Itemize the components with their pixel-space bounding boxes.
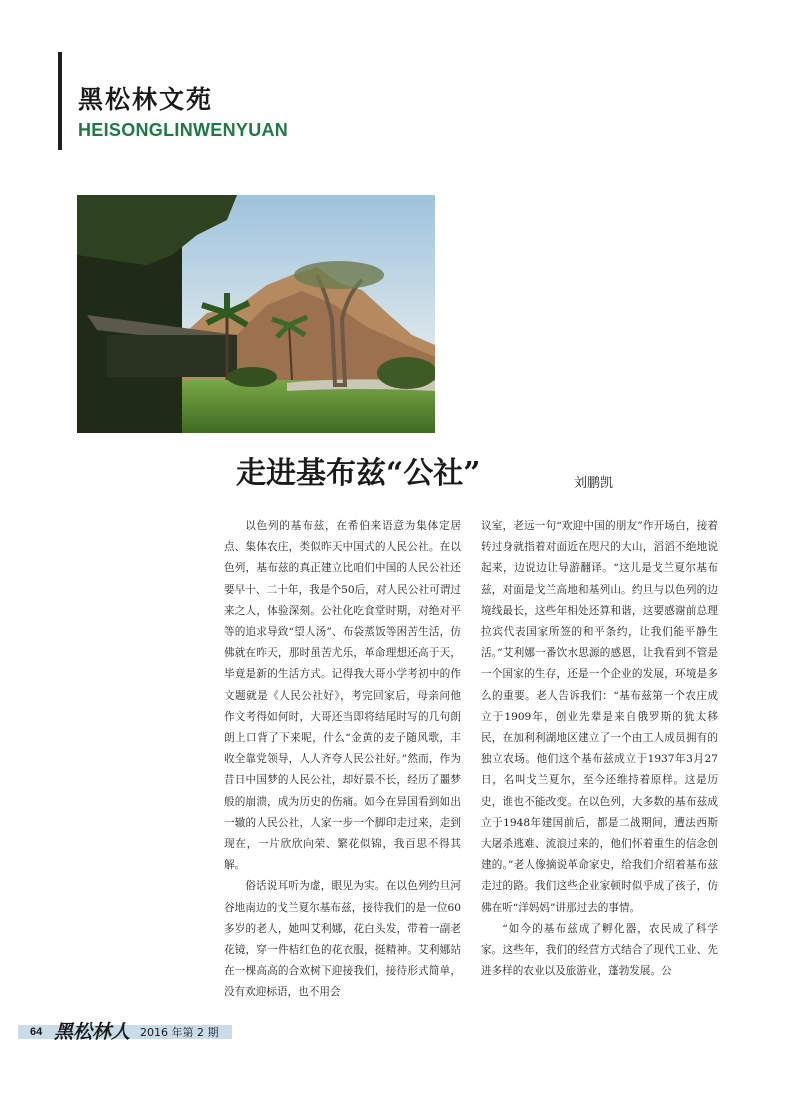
column-header-bar [58, 52, 62, 150]
page-number: 64 [30, 1026, 43, 1038]
issue-label: 2016 年第 2 期 [140, 1026, 219, 1039]
column-subtitle: HEISONGLINWENYUAN [78, 120, 289, 140]
column-title: 黑松林文苑 [78, 85, 214, 114]
landscape-photo [77, 195, 435, 433]
magazine-logo [54, 1018, 134, 1044]
body-column-right [481, 516, 718, 982]
magazine-logo-text: 黑松林人 [54, 1021, 131, 1043]
paragraph: “如今的基布兹成了孵化器，农民成了科学家。这些年，我们的经营方式结合了现代工业、先进多样的农业以及旅游业，蓬勃发展。公 [481, 922, 718, 978]
paragraph: 以色列的基布兹，在希伯来语意为集体定居点、集体农庄，类似昨天中国式的人民公社。在以色列，基布兹的真正建立比咱们中国的人民公社还要早十、二十年，我是个50后，对人民公社可谓过来之人，体验深刻。公社化吃食堂时期，对绝对平等的追求导致“望人汤”、布袋蒸饭等困苦生活，仿佛就在昨天，那时虽苦尤乐，革命理想还高于天，毕竟是新的生活方式。记得我大哥小学考初中的作文题就是《人民公社好》，考完回家后，母亲问他作文考得如何时，大哥还当即将结尾时写的几句朗朗上口背了下来呢，什么“金黄的麦子随风歌，丰收全靠党领导，人人齐夸人民公社好。”然而，作为昔日中国梦的人民公社，却好景不长，经历了噩梦般的崩溃，成为历史的伤痛。如今在异国看到如出一辙的人民公社，人家一步一个脚印走过来，走到现在，一片欣欣向荣、繁花似锦，我百思不得其解。 [224, 520, 461, 872]
paragraph: 议室，老远一句“欢迎中国的朋友”作开场白，接着转过身就指着对面近在咫尺的大山，滔滔不绝地说起来，边说边让导游翻译。“这儿是戈兰夏尔基布兹，对面是戈兰高地和基列山。约旦与以色列的边境线最长，这些年相处还算和谐，这要感谢前总理拉宾代表国家所签的和平条约，让我们能平静生活。”艾利娜一番饮水思源的感恩，让我看到不管是一个国家的生存，还是一个企业的发展，环境是多么的重要。老人告诉我们：“基布兹第一个农庄成立于1909年，创业先辈是来自俄罗斯的犹太移民，在加利利湖地区建立了一个由工人成员拥有的独立农场。他们这个基布兹成立于1937年3月27日，名叫戈兰夏尔，至今还维持着原样。这是历史，谁也不能改变。在以色列，大多数的基布兹成立于1948年建国前后，都是二战期间，遭法西斯大屠杀逃难、流浪过来的，他们怀着重生的信念创建的。”老人像摘说革命家史，给我们介绍着基布兹走过的路。我们这些企业家顿时似乎成了孩子，仿佛在听“洋妈妈”讲那过去的事情。 [481, 520, 718, 914]
article-title: 走进基布兹“公社” [236, 456, 481, 491]
body-column-left [224, 516, 461, 1004]
paragraph: 俗话说耳听为虚，眼见为实。在以色列约旦河谷地南边的戈兰夏尔基布兹，接待我们的是一位60多岁的老人，她叫艾利娜，花白头发，带着一副老花镜，穿一件桔红色的花衣服，挺精神。艾利娜站在一棵高高的合欢树下迎接我们，接待形式简单，没有欢迎标语，也不用会 [224, 880, 461, 999]
author-name: 刘鹏凯 [574, 476, 614, 491]
